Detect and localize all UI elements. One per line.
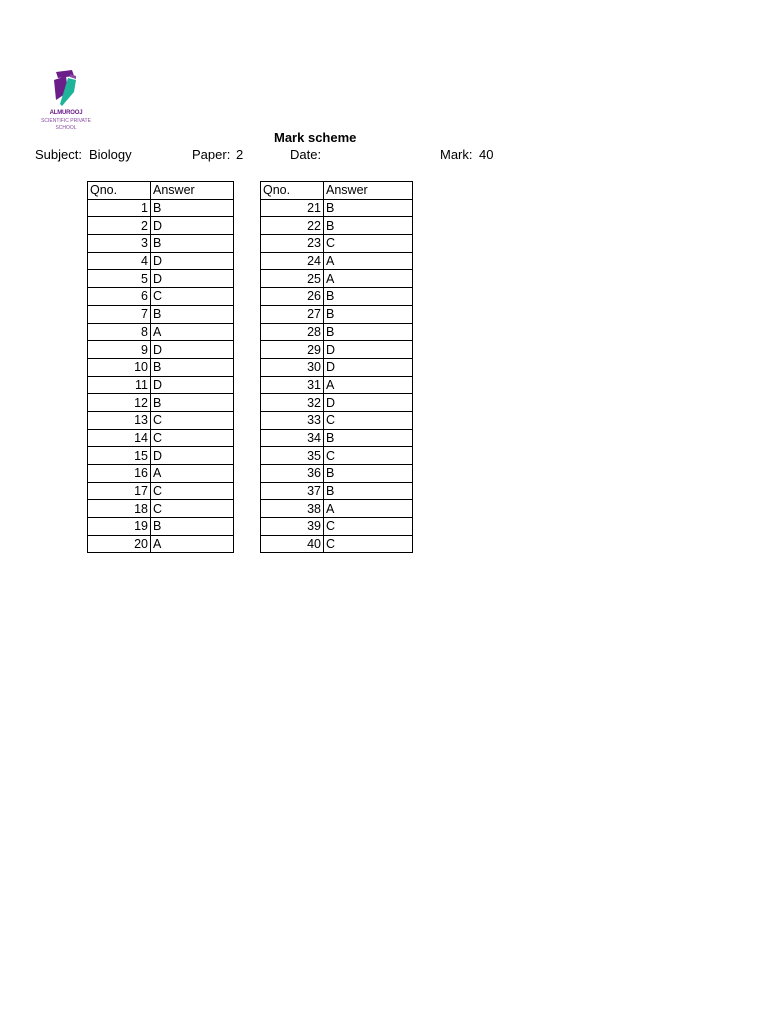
table-row xyxy=(261,411,413,429)
question-number: 32 xyxy=(261,394,324,412)
table-row xyxy=(88,518,234,536)
subject-value: Biology xyxy=(89,147,132,162)
answer-letter: C xyxy=(151,429,234,447)
question-number: 31 xyxy=(261,376,324,394)
answer-letter: D xyxy=(151,252,234,270)
answer-letter: C xyxy=(151,482,234,500)
question-number: 16 xyxy=(88,465,151,483)
question-number: 10 xyxy=(88,358,151,376)
question-number: 7 xyxy=(88,305,151,323)
question-number: 26 xyxy=(261,288,324,306)
answer-letter: C xyxy=(151,288,234,306)
table-header-row xyxy=(261,182,413,200)
table-row xyxy=(88,447,234,465)
paper-label: Paper: xyxy=(192,147,231,162)
question-number: 27 xyxy=(261,305,324,323)
table-row xyxy=(88,199,234,217)
question-number: 38 xyxy=(261,500,324,518)
answer-letter: C xyxy=(324,518,413,536)
table-row xyxy=(88,270,234,288)
table-row xyxy=(88,288,234,306)
table-row xyxy=(88,252,234,270)
table-row xyxy=(261,465,413,483)
mark-label: Mark: xyxy=(440,147,473,162)
answer-letter: D xyxy=(151,341,234,359)
answer-letter: C xyxy=(151,411,234,429)
answer-letter: A xyxy=(151,535,234,553)
answer-letter: A xyxy=(324,500,413,518)
question-number: 25 xyxy=(261,270,324,288)
answer-letter: D xyxy=(324,358,413,376)
table-row xyxy=(88,358,234,376)
question-number: 15 xyxy=(88,447,151,465)
answer-letter: B xyxy=(151,394,234,412)
answer-table-left xyxy=(87,181,234,553)
answer-letter: A xyxy=(324,270,413,288)
answer-letter: D xyxy=(151,217,234,235)
question-number: 33 xyxy=(261,411,324,429)
answer-letter: C xyxy=(324,411,413,429)
page-title: Mark scheme xyxy=(274,130,357,145)
table-row xyxy=(88,323,234,341)
table-row xyxy=(261,376,413,394)
answer-letter: D xyxy=(151,376,234,394)
answer-header: Answer xyxy=(151,182,234,200)
answer-letter: D xyxy=(151,447,234,465)
table-row xyxy=(261,535,413,553)
answer-letter: B xyxy=(324,323,413,341)
question-number: 9 xyxy=(88,341,151,359)
question-number: 2 xyxy=(88,217,151,235)
table-row xyxy=(88,482,234,500)
table-row xyxy=(261,199,413,217)
subject-label: Subject: xyxy=(35,147,82,162)
table-row xyxy=(261,358,413,376)
question-number: 29 xyxy=(261,341,324,359)
table-row xyxy=(88,465,234,483)
table-row xyxy=(88,500,234,518)
question-number: 8 xyxy=(88,323,151,341)
table-row xyxy=(88,376,234,394)
school-crest-icon xyxy=(52,70,78,108)
question-number: 30 xyxy=(261,358,324,376)
question-number: 1 xyxy=(88,199,151,217)
question-number: 20 xyxy=(88,535,151,553)
answer-letter: B xyxy=(324,429,413,447)
question-number: 19 xyxy=(88,518,151,536)
answer-letter: D xyxy=(151,270,234,288)
question-number: 6 xyxy=(88,288,151,306)
question-number: 24 xyxy=(261,252,324,270)
answer-letter: A xyxy=(324,252,413,270)
qno-header: Qno. xyxy=(88,182,151,200)
question-number: 28 xyxy=(261,323,324,341)
question-number: 34 xyxy=(261,429,324,447)
question-number: 3 xyxy=(88,235,151,253)
question-number: 14 xyxy=(88,429,151,447)
question-number: 12 xyxy=(88,394,151,412)
question-number: 36 xyxy=(261,465,324,483)
table-row xyxy=(88,235,234,253)
answer-letter: B xyxy=(151,199,234,217)
answer-letter: B xyxy=(151,358,234,376)
answer-letter: A xyxy=(151,323,234,341)
question-number: 4 xyxy=(88,252,151,270)
answer-letter: D xyxy=(324,394,413,412)
question-number: 11 xyxy=(88,376,151,394)
question-number: 23 xyxy=(261,235,324,253)
table-row xyxy=(88,341,234,359)
table-header-row xyxy=(88,182,234,200)
question-number: 40 xyxy=(261,535,324,553)
table-row xyxy=(261,323,413,341)
school-logo xyxy=(38,70,94,138)
table-row xyxy=(88,394,234,412)
question-number: 18 xyxy=(88,500,151,518)
table-row xyxy=(261,217,413,235)
table-row xyxy=(261,429,413,447)
table-row xyxy=(261,288,413,306)
answer-letter: B xyxy=(151,518,234,536)
question-number: 5 xyxy=(88,270,151,288)
table-row xyxy=(261,447,413,465)
question-number: 17 xyxy=(88,482,151,500)
school-name: ALMUROOJ xyxy=(49,110,83,116)
answer-letter: C xyxy=(324,535,413,553)
table-row xyxy=(261,252,413,270)
qno-header: Qno. xyxy=(261,182,324,200)
table-row xyxy=(261,270,413,288)
table-row xyxy=(88,305,234,323)
question-number: 22 xyxy=(261,217,324,235)
answer-letter: B xyxy=(324,288,413,306)
answer-letter: C xyxy=(151,500,234,518)
answer-letter: C xyxy=(324,235,413,253)
answer-header: Answer xyxy=(324,182,413,200)
question-number: 13 xyxy=(88,411,151,429)
answer-letter: A xyxy=(324,376,413,394)
question-number: 35 xyxy=(261,447,324,465)
table-row xyxy=(88,535,234,553)
table-row xyxy=(261,394,413,412)
answer-letter: B xyxy=(324,482,413,500)
question-number: 39 xyxy=(261,518,324,536)
table-row xyxy=(88,217,234,235)
table-row xyxy=(88,411,234,429)
mark-value: 40 xyxy=(479,147,494,162)
table-row xyxy=(261,341,413,359)
answer-table-right xyxy=(260,181,413,553)
answer-letter: B xyxy=(324,217,413,235)
table-row xyxy=(261,482,413,500)
date-label: Date: xyxy=(290,147,322,162)
question-number: 37 xyxy=(261,482,324,500)
school-subtitle: SCIENTIFIC PRIVATE SCHOOL xyxy=(41,118,91,131)
answer-letter: D xyxy=(324,341,413,359)
answer-letter: C xyxy=(324,447,413,465)
answer-letter: B xyxy=(324,305,413,323)
table-row xyxy=(88,429,234,447)
paper-value: 2 xyxy=(236,147,244,162)
table-row xyxy=(261,518,413,536)
answer-letter: B xyxy=(324,465,413,483)
table-row xyxy=(261,305,413,323)
answer-letter: B xyxy=(151,305,234,323)
answer-letter: A xyxy=(151,465,234,483)
table-row xyxy=(261,235,413,253)
table-row xyxy=(261,500,413,518)
answer-letter: B xyxy=(151,235,234,253)
question-number: 21 xyxy=(261,199,324,217)
answer-letter: B xyxy=(324,199,413,217)
